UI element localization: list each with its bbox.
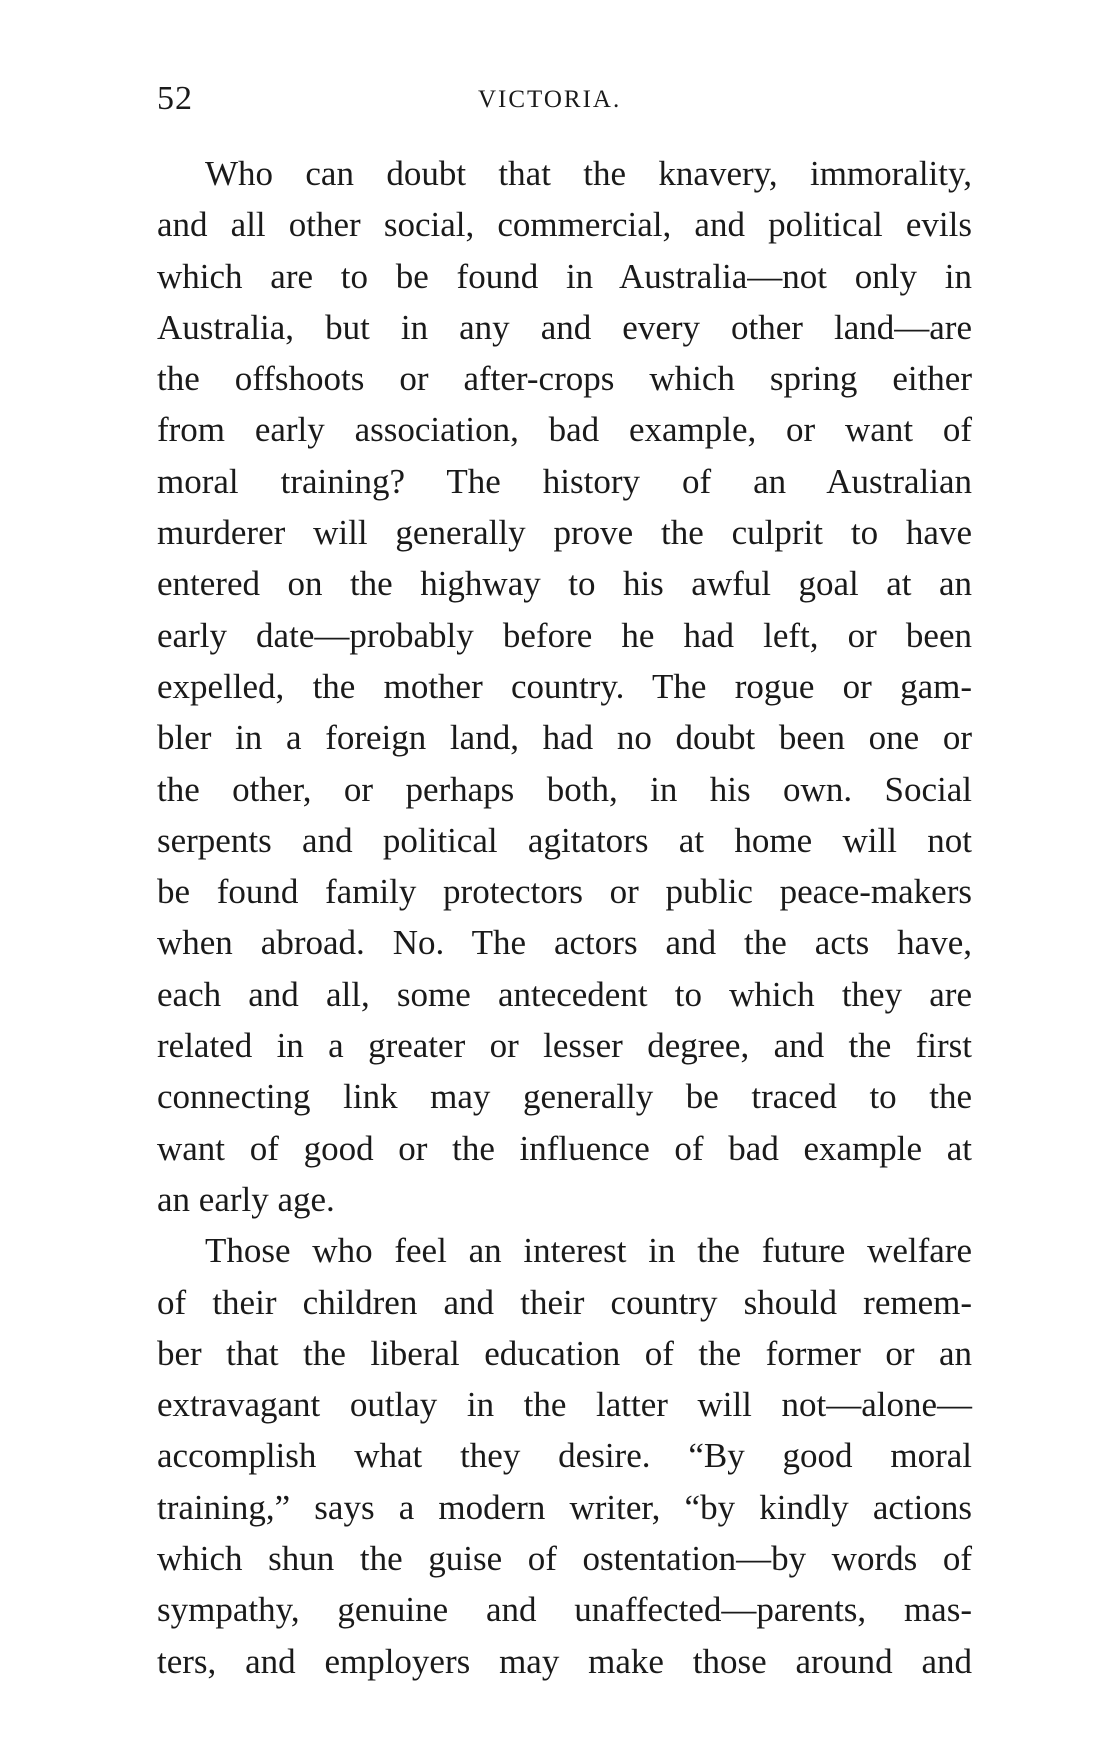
text-line: sympathy, genuine and unaffected—parents, mas- xyxy=(157,1590,972,1630)
text-line: the offshoots or after-crops which spring either xyxy=(157,359,972,399)
text-line: extravagant outlay in the latter will not—alone— xyxy=(157,1385,972,1425)
text-line: Australia, but in any and every other land—are xyxy=(157,307,972,347)
text-line: the other, or perhaps both, in his own. Social xyxy=(157,769,972,809)
text-line: serpents and political agitators at home will not xyxy=(157,820,972,860)
text-line: ber that the liberal education of the former or an xyxy=(157,1333,972,1373)
page-number: 52 xyxy=(157,80,193,117)
text-line: Those who feel an interest in the future welfare xyxy=(205,1231,972,1271)
text-line: which are to be found in Australia—not only in xyxy=(157,256,972,296)
text-line: entered on the highway to his awful goal at an xyxy=(157,564,972,604)
running-head: VICTORIA. xyxy=(478,86,622,113)
body-text xyxy=(157,148,972,1687)
text-line: and all other social, commercial, and political evils xyxy=(157,205,972,245)
text-line: when abroad. No. The actors and the acts have, xyxy=(157,923,972,963)
paragraph-1 xyxy=(157,148,972,1225)
text-line: want of good or the influence of bad example at xyxy=(157,1128,972,1168)
text-line: which shun the guise of ostentation—by words of xyxy=(157,1539,972,1579)
text-line: be found family protectors or public peace-makers xyxy=(157,872,972,912)
text-line: an early age. xyxy=(157,1179,335,1219)
text-line: of their children and their country should remem- xyxy=(157,1282,972,1322)
text-line: murderer will generally prove the culprit to have xyxy=(157,513,972,553)
text-line: training,” says a modern writer, “by kindly actions xyxy=(157,1487,972,1527)
text-line: ters, and employers may make those around and xyxy=(157,1641,972,1681)
text-line: accomplish what they desire. “By good moral xyxy=(157,1436,972,1476)
text-line: connecting link may generally be traced to the xyxy=(157,1077,972,1117)
text-line: related in a greater or lesser degree, and the first xyxy=(157,1026,972,1066)
text-line: bler in a foreign land, had no doubt been one or xyxy=(157,718,972,758)
text-line: from early association, bad example, or want of xyxy=(157,410,972,450)
paragraph-2 xyxy=(157,1225,972,1687)
text-line: each and all, some antecedent to which they are xyxy=(157,974,972,1014)
text-line: moral training? The history of an Australian xyxy=(157,461,972,501)
text-line: early date—probably before he had left, or been xyxy=(157,615,972,655)
text-line: expelled, the mother country. The rogue or gam- xyxy=(157,666,972,706)
text-line: Who can doubt that the knavery, immorality, xyxy=(205,154,972,193)
